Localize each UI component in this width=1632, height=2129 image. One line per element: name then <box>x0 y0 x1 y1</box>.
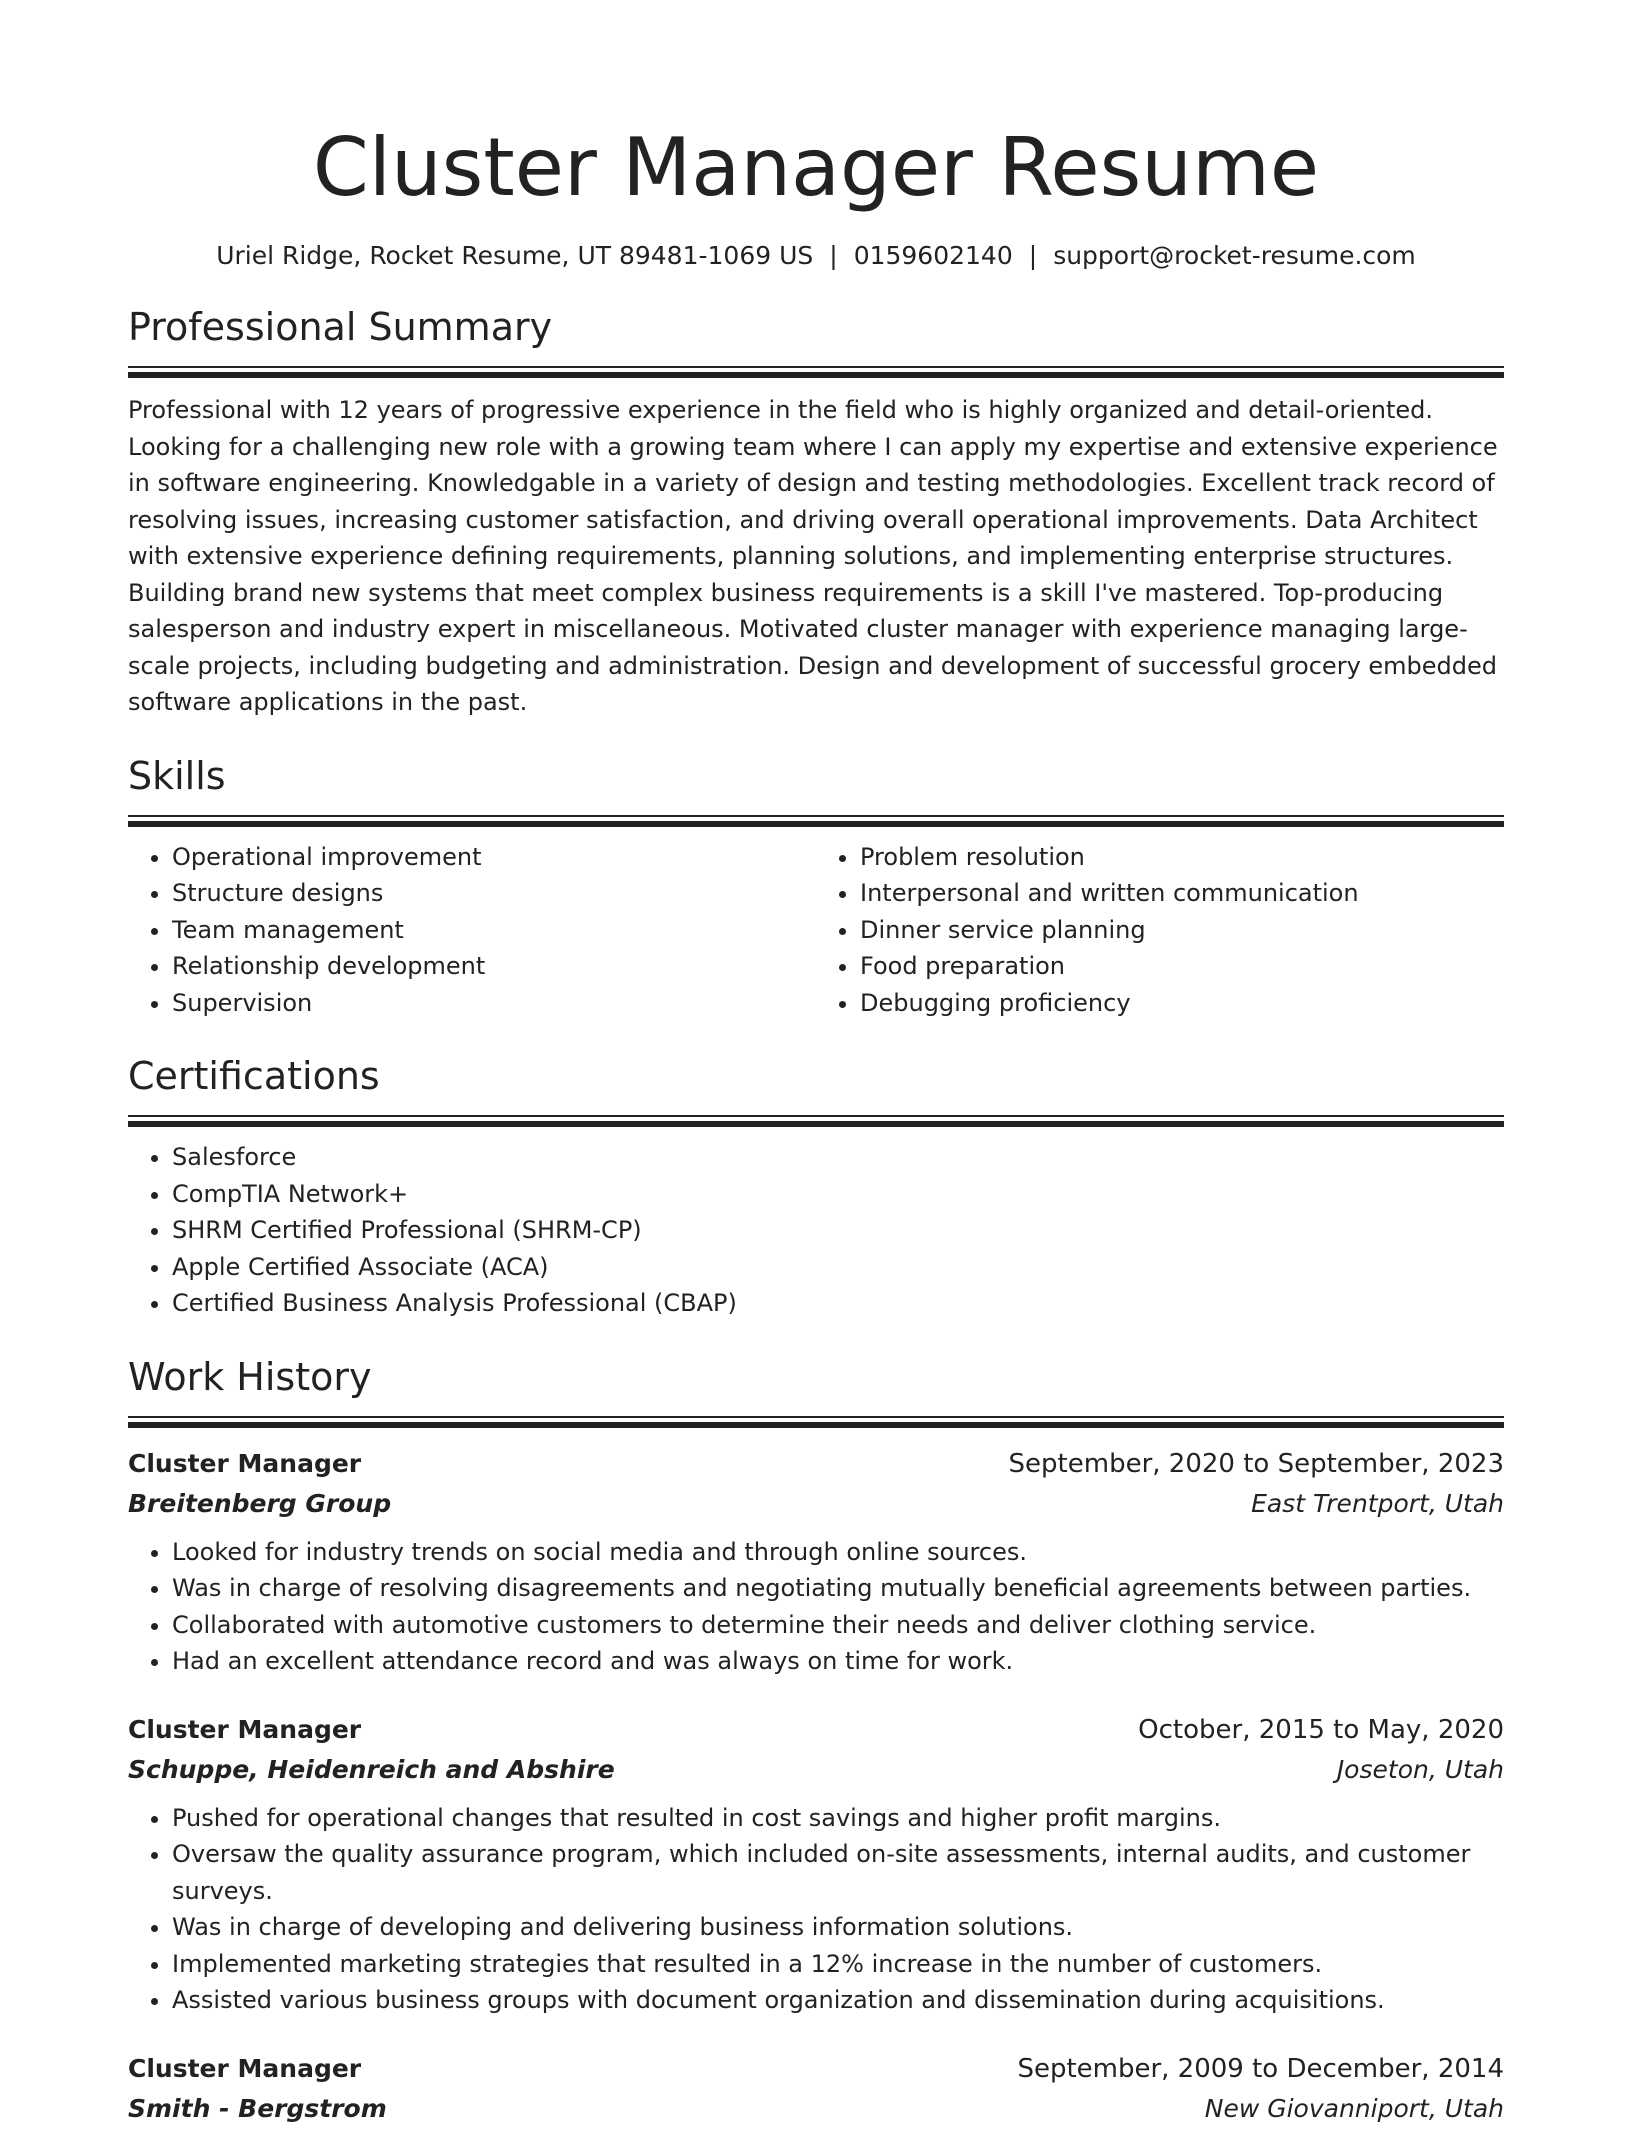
job-duties-list <box>128 1800 1504 2019</box>
skill-item: • Relationship development <box>172 948 816 985</box>
job-dates: September, 2020 to September, 2023 <box>1008 1448 1504 1479</box>
skill-item: • Dinner service planning <box>860 912 1504 949</box>
job-duty-item: • Collaborated with automotive customers to determine their needs and deliver clothing service. <box>172 1607 1504 1644</box>
certifications-list <box>128 1139 1504 1322</box>
job-entry <box>128 2049 1504 2129</box>
job-title: Cluster Manager <box>128 1714 362 1744</box>
certification-item: • Salesforce <box>172 1139 1504 1176</box>
certification-item: • CompTIA Network+ <box>172 1176 1504 1213</box>
skill-item: • Team management <box>172 912 816 949</box>
section-heading-skills: Skills <box>128 753 226 798</box>
job-duty-item: • Had an excellent attendance record and was always on time for work. <box>172 1643 1504 1680</box>
job-company: Smith - Bergstrom <box>128 2093 387 2123</box>
job-duty-item: • Pushed for operational changes that resulted in cost savings and higher profit margins. <box>172 1800 1504 1837</box>
job-subheader <box>128 1484 1504 1524</box>
section-divider <box>128 1115 1504 1127</box>
certifications-section <box>128 1051 1504 1322</box>
skills-list-right <box>816 839 1504 1022</box>
resume-page <box>128 0 1504 2129</box>
job-company: Schuppe, Heidenreich and Abshire <box>128 1754 615 1784</box>
section-divider <box>128 366 1504 378</box>
job-duty-item: • Implemented marketing strategies that resulted in a 12% increase in the number of customers. <box>172 1946 1504 1983</box>
skills-grid <box>128 839 1504 1022</box>
section-heading-certifications: Certifications <box>128 1054 380 1098</box>
contact-separator: | <box>829 241 838 270</box>
skill-item: • Debugging proficiency <box>860 985 1504 1022</box>
contact-separator: | <box>1028 241 1038 270</box>
job-duty-item: • Looked for industry trends on social media and through online sources. <box>172 1534 1504 1571</box>
skill-item: • Structure designs <box>172 875 816 912</box>
job-title: Cluster Manager <box>128 1448 362 1478</box>
certification-item: • SHRM Certified Professional (SHRM-CP) <box>172 1212 1504 1249</box>
work-history-section <box>128 1352 1504 2129</box>
job-duty-item: • Was in charge of resolving disagreements and negotiating mutually beneficial agreements between parties. <box>172 1570 1504 1607</box>
job-dates: October, 2015 to May, 2020 <box>1138 1714 1504 1745</box>
job-company: Breitenberg Group <box>128 1488 392 1518</box>
job-entry <box>128 1710 1504 2019</box>
skills-list-left <box>128 839 816 1022</box>
skill-item: • Supervision <box>172 985 816 1022</box>
summary-section <box>128 302 1504 721</box>
section-heading-summary: Professional Summary <box>128 305 553 349</box>
contact-email: support@rocket-resume.com <box>1053 241 1416 270</box>
skills-section <box>128 751 1504 1022</box>
section-divider <box>128 815 1504 827</box>
job-header <box>128 1444 1504 1484</box>
job-duty-item: • Assisted various business groups with document organization and dissemination during acquisitions. <box>172 1982 1504 2019</box>
skill-item: • Operational improvement <box>172 839 816 876</box>
page-title: Cluster Manager Resume <box>312 121 1320 214</box>
job-entry <box>128 1444 1504 1680</box>
contact-address: Uriel Ridge, Rocket Resume, UT 89481-1069 US <box>216 241 814 270</box>
skill-item: • Food preparation <box>860 948 1504 985</box>
job-header <box>128 1710 1504 1750</box>
skill-item: • Problem resolution <box>860 839 1504 876</box>
job-header <box>128 2049 1504 2089</box>
job-subheader <box>128 2089 1504 2129</box>
section-divider <box>128 1416 1504 1428</box>
job-title: Cluster Manager <box>128 2053 362 2083</box>
job-duty-item: • Was in charge of developing and delivering business information solutions. <box>172 1909 1504 1946</box>
job-location: New Giovanniport, Utah <box>1204 2093 1504 2123</box>
skill-item: • Interpersonal and written communication <box>860 875 1504 912</box>
summary-text: Professional with 12 years of progressive experience in the field who is highly organized and detail-oriented. Looking for a challenging new role with a growing team where I can apply my expertise and extensive experience in software engineering. Knowledgable in a variety of design and testing methodologies. Excellent track record of resolving issues, increasing customer satisfaction, and driving overall operational improvements. Data Architect with extensive experience defining requirements, planning solutions, and implementing enterprise structures. Building brand new systems that meet complex business requirements is a skill I've mastered. Top-producing salesperson and industry expert in miscellaneous. Motivated cluster manager with experience managing large-scale projects, including budgeting and administration. Design and development of successful grocery embedded software applications in the past. <box>128 396 1498 716</box>
job-location: Joseton, Utah <box>1336 1754 1504 1784</box>
job-dates: September, 2009 to December, 2014 <box>1017 2053 1504 2084</box>
certification-item: • Apple Certified Associate (ACA) <box>172 1249 1504 1286</box>
contact-phone: 0159602140 <box>853 241 1013 270</box>
section-heading-work-history: Work History <box>128 1354 372 1399</box>
certification-item: • Certified Business Analysis Professional (CBAP) <box>172 1285 1504 1322</box>
job-duty-item: • Oversaw the quality assurance program, which included on-site assessments, internal audits, and customer surveys. <box>172 1836 1504 1909</box>
job-location: East Trentport, Utah <box>1251 1488 1504 1518</box>
job-subheader <box>128 1750 1504 1790</box>
job-duties-list <box>128 1534 1504 1680</box>
contact-line <box>128 238 1504 274</box>
